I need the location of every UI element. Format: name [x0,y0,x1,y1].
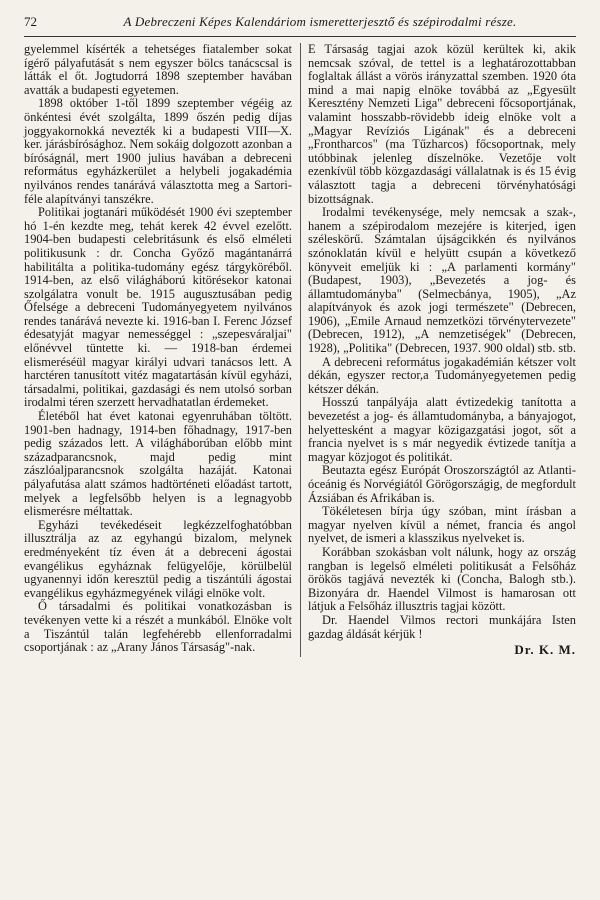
author-signature: Dr. K. M. [514,642,576,658]
column-divider [300,43,301,657]
paragraph: Irodalmi tevékenysége, mely nemcsak a szak-, hanem a szépirodalom mezejére is kiterjed, igen széleskörű. Számtalan újságcikkén és nyilvános szónoklatán kívül e helyütt csupán a következő könyveit emeljük ki : „A parlamenti kormány" (Budapest, 1903), „Bevezetés a jog- és államtudományba" (Selmecbánya, 1905), „Az alapítványok és azok jogi természete" (Debrecen, 1906), „Emile Arnaud nemzetközi törvénytervezete" (Debrecen, 1912), „A nemzetiségek" (Debrecen, 1928), „Politika" (Debrecen, 1937. 900 oldal) stb. stb. [308,205,576,356]
paragraph: Életéből hat évet katonai egyenruhában töltött. 1901-ben hadnagy, 1914-ben főhadnagy, 1917-ben pedig százados lett. A világháborúban előbb mint századparancsnok, majd pedig mint zászlóaljparancsnok szolgálta hazáját. Katonai pályafutása alatt számos hadtörténeti előadást tartott, melyek a legfelsőbb helyen is a legnagyobb elismerésre méltattak. [24,409,292,519]
paragraph: 1898 október 1-től 1899 szeptember végéig az önkéntesi évét szolgálta, 1899 őszén pedig díjas joggyakornokká nevezték ki a budapesti VIII—X. ker. járásbírósághoz. Nem sokáig dolgozott azonban a bíróságnál, mert 1900 julius havában a debreceni református egyházkerület a helybeli jogakadémia nyilvános rendes tanárává választotta meg a Sartori-féle alapítványi tanszékre. [24,96,292,206]
left-column [24,43,292,657]
running-head: A Debreczeni Képes Kalendáriom ismeretterjesztő és szépirodalmi része. [123,14,517,29]
paragraph: Hosszú tanpályája alatt évtizedekig tanította a bevezetést a jog- és államtudományba, a bányajogot, helyettesként a magyar közigazgatási jogot, sőt a francia nyelvet is s már negyedik évtizede tanítja a magyar közjogot és politikát. [308,395,576,464]
page-number: 72 [24,14,37,29]
paragraph: Korábban szokásban volt nálunk, hogy az ország rangban is legelső elméleti politikusát a Felsőház örökös tagjává nevezték ki (Concha, Balogh stb.). Bizonyára dr. Haendel Vilmost is hamarosan ott látjuk a Felsőház illusztris tagjai között. [308,544,576,614]
right-column [308,43,576,657]
paragraph: Dr. Haendel Vilmos rectori munkájára Isten gazdag áldását kérjük ! [308,612,576,641]
paragraph: Egyházi tevékedéseit legkézzelfoghatóbban illusztrálja az az egyhangú bizalom, melynek eredményeként tíz éven át a debreceni ágostai evangélikus egyháznak felügyelője, körülbelül ugyanennyi időn keresztül pedig a tiszántúli ágostai evangélikus egyházmegyének világi elnöke volt. [24,517,292,600]
paragraph: A debreceni református jogakadémián kétszer volt dékán, egyszer rector,a Tudományegyetemen pedig kétszer dékán. [308,354,576,396]
paragraph: Tökéletesen bírja úgy szóban, mint írásban a magyar nyelven kívül a német, francia és angol nyelvet, de ismeri a klasszikus nyelveket is. [308,504,576,546]
paragraph: Politikai jogtanári működését 1900 évi szeptember hó 1-én kezdte meg, tehát kerek 42 évvel ezelőtt. 1904-ben budapesti celebritásunk és első elméleti politikusunk : dr. Concha Győző magántanárrá habilitálta a politika-tudomány egész tárgyköréből. 1914-ben, az első világháború kitörésekor katonai szolgálatra vonult be. 1915 augusztusában pedig Őfelsége a debreceni Tudományegyetem nyilvános rendes tanárává nevezte ki. 1916-ban I. Ferenc József édesatyját magyar nemességgel : „szepesváraljai" előnévvel tüntette ki. — 1918-ban érdemei elismeréséül magyar királyi udvari tanácsos lett. A harctéren tanusított vitéz magatartásán kívül egyházi, társadalmi, politikai, gazdasági és nem utolsó sorban irodalmi téren szerzett hervadhatatlan érdemeket. [24,205,292,410]
page-header [24,14,576,34]
paragraph: E Társaság tagjai azok közül kerültek ki, akik nemcsak szóval, de tettel is a leghatározottabban foglaltak állást a vörös irányzattal szemben. 1920 óta mind a mai napig elnöke továbbá az „Egyesült Keresztény Nemzeti Liga" debreceni főcsoportjának, valamint hosszabb-rövidebb ideig elnöke volt a „Magyar Revíziós Ligának" és a debreceni „Frontharcos" (ma Tűzharcos) főcsoportnak, mely utóbbinak jelenleg díszelnöke. Vezetője volt ezenkívül több közgazdasági vállalatnak is és 15 évig választott tagja a debreceni törvényhatósági bizottságnak. [308,42,576,206]
paragraph: gyelemmel kísérték a tehetséges fiatalember sokat ígérő pályafutását s nem egyszer bölcs tanácscsal is látták el őt. Jogtudorrá 1898 szeptember havában avatták a budapesti egyetemen. [24,42,292,97]
paragraph: Ő társadalmi és politikai vonatkozásban is tevékenyen vette ki a részét a munkából. Elnöke volt a Tiszántúl talán legfehérebb ellenforradalmi csoportjának : az „Arany János Társaság"-nak. [24,599,292,655]
header-rule [24,36,576,37]
text-columns [24,43,576,657]
paragraph: Beutazta egész Európát Oroszországtól az Atlanti-óceánig és Norvégiától Görögországig, de megfordult Ázsiában és Afrikában is. [308,463,576,505]
